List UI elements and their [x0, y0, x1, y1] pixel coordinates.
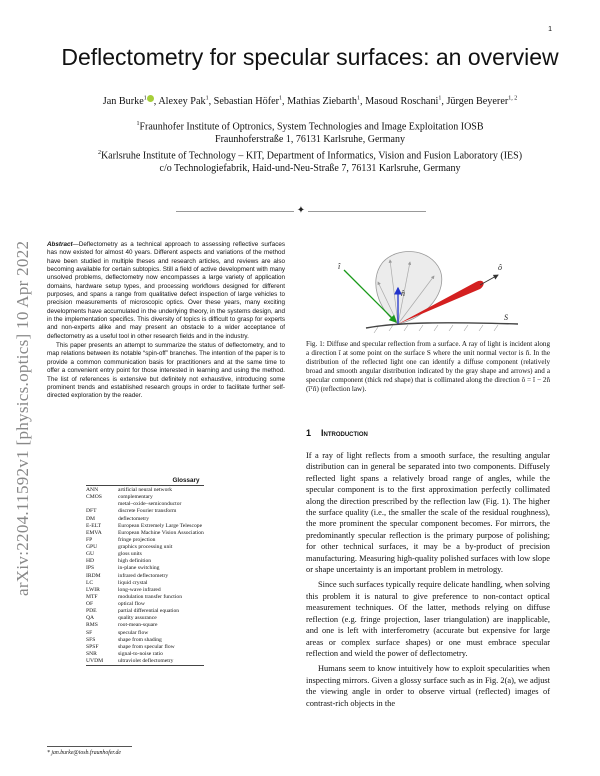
glossary-abbreviation: IPS	[86, 565, 95, 572]
section-heading	[306, 428, 368, 438]
author-name: Alexey Pak	[158, 96, 206, 107]
glossary-definition: shape from shading	[118, 636, 162, 643]
glossary-definition: gloss units	[118, 551, 142, 558]
glossary-definition: deflectometry	[118, 515, 150, 522]
glossary-row	[86, 494, 204, 501]
glossary-abbreviation: EMVA	[86, 529, 102, 536]
author-affiliation-mark: 1	[143, 95, 147, 102]
normal-label: n̂	[401, 289, 405, 298]
glossary-abbreviation: LC	[86, 579, 94, 586]
glossary-abbreviation: SPSF	[86, 643, 99, 650]
author-separator: ,	[282, 96, 288, 107]
glossary-abbreviation: QA	[86, 615, 95, 622]
glossary-abbreviation: SNR	[86, 650, 97, 657]
glossary	[86, 477, 286, 666]
arxiv-identifier: arXiv:2204.11592v1 [physics.optics] 10 Apr 2022	[13, 240, 32, 596]
glossary-definition: quality assurance	[118, 615, 157, 622]
glossary-abbreviation: DFT	[86, 508, 97, 515]
glossary-row	[86, 565, 204, 572]
abstract-paragraph-1: —Deflectometry as a technical approach to assessing reflective surfaces has now existed for almost 40 years. Different aspects and variations of the method have been studied in multiple theses and research articles, and reviews are also becoming available for certain subtopics. Still a field of active development with many unsolved problems, deflectometry now encompasses a large variety of application domains, hardware setup types, and processing workflows designed for different purposes, and spans a range from qualitative defect inspection of large vehicles to precision measurements of microscopic optics. Over these years, many exciting developments have accumulated in the underlying theory, in the systems design, and in the implementation specifics. This diversity of topics is difficult to grasp for experts and non-experts alike and may present an obstacle to a wider acceptance of deflectometry as a useful tool in other research fields and in the industry.	[47, 241, 285, 340]
author-affiliation-mark: 1, 2	[508, 95, 518, 102]
glossary-definition: artificial neural network	[118, 487, 173, 493]
glossary-abbreviation: SF	[86, 629, 93, 636]
glossary-abbreviation: MTF	[86, 593, 98, 600]
glossary-abbreviation: OF	[86, 601, 94, 607]
author-name: Mathias Ziebarth	[287, 96, 357, 107]
author-name: Jan Burke	[102, 96, 144, 107]
glossary-row	[86, 508, 204, 515]
glossary-definition: liquid crystal	[118, 579, 148, 586]
surface-label: S	[504, 313, 508, 322]
author-affiliation-mark: 1	[356, 95, 360, 102]
glossary-row	[86, 594, 204, 601]
glossary-abbreviation: RMS	[86, 622, 98, 629]
glossary-definition: long-wave infrared	[118, 586, 161, 593]
abstract-paragraph-2: This paper presents an attempt to summarize the status of deflectometry, and to map relations between its notable “spin-off” branches. The intention of the paper is to provide a common communication basis for practitioners and at the same time to offer a convenient entry point for those interested in learning and using the method. The list of references is extensive but definitely not exhaustive, introducing some prominent trends and established research groups in order to facilitate further self-directed exploration by the reader.	[47, 342, 285, 400]
affiliation-1-line1: Fraunhofer Institute of Optronics, System Technologies and Image Exploitation IOSB	[139, 121, 484, 133]
body-paragraph-1: If a ray of light reflects from a smooth surface, the resulting angular distribution can in general be separated into two components. Diffusely reflected light spans a relatively broad range of angles, while the specular component is to the first approximation perfectly collimated along the direction prescribed by the reflection law (Fig. 1). The higher the surface quality (i.e., the smaller the scale of the residual roughness), the more prominent the specular component becomes. For mirrors, the predominantly specular reflection is the primary purpose of polishing; for other technical surfaces, it may be a by-product of precision manufacturing. Measuring high-quality polished surfaces with low slope or shape uncertainty is an important problem in metrology.	[306, 451, 550, 575]
glossary-abbreviation: SFS	[86, 636, 96, 643]
glossary-title: Glossary	[172, 477, 200, 484]
glossary-definition: graphics processing unit	[118, 544, 173, 550]
glossary-row	[86, 651, 204, 658]
glossary-abbreviation: HD	[86, 558, 95, 565]
abstract-lead: Abstract	[47, 241, 73, 248]
glossary-abbreviation: UVDM	[86, 658, 118, 666]
glossary-definition: specular flow	[118, 629, 149, 636]
glossary-row	[86, 637, 204, 644]
affiliation-2	[40, 147, 580, 175]
divider-ornament-icon: ✦	[296, 205, 306, 216]
glossary-table	[86, 485, 204, 666]
glossary-row	[86, 537, 204, 544]
divider-line-left	[176, 211, 294, 212]
glossary-definition: ultraviolet deflectometry	[118, 658, 204, 666]
specular-direction-arrow	[480, 275, 498, 285]
glossary-definition: complementary	[118, 494, 153, 501]
glossary-abbreviation: GPU	[86, 544, 98, 550]
glossary-row	[86, 587, 204, 594]
author-email-link[interactable]: jan.burke@iosb.fraunhofer.de	[51, 750, 121, 756]
affiliation-1	[40, 118, 580, 146]
glossary-abbreviation: GU	[86, 551, 95, 558]
glossary-definition: metal–oxide–semiconductor	[118, 501, 182, 508]
affiliation-2-line2: c/o Technologiefabrik, Haid-und-Neu-Straße 7, 76131 Karlsruhe, Germany	[159, 162, 461, 174]
glossary-row	[86, 573, 204, 580]
footnote-mark: *	[47, 750, 50, 756]
glossary-abbreviation: CMOS	[86, 494, 102, 501]
author-affiliation-mark: 1	[279, 95, 283, 102]
figure-caption: Fig. 1: Diffuse and specular reflection from a surface. A ray of light is incident along a direction î at some point on the surface S where the unit normal vector is n̂. In the distribution of the reflected light one can identify a diffuse component (relatively broad and smooth angular distribution indicated by the gray shape and arrows) and a specular component (thick red shape) that is collimated along the direction ô = î − 2n̂ (îᵀn̂) (reflection law).	[306, 340, 550, 393]
glossary-row	[86, 630, 204, 637]
author-name: Masoud Roschani	[365, 96, 439, 107]
glossary-abbreviation: PDE	[86, 608, 97, 615]
footnote	[47, 750, 121, 756]
glossary-abbreviation: DM	[86, 515, 96, 522]
affiliation-1-line2: Fraunhoferstraße 1, 76131 Karlsruhe, Germany	[215, 133, 405, 145]
glossary-abbreviation	[86, 501, 118, 508]
body-text	[306, 450, 550, 709]
glossary-definition: European Extremely Large Telescope	[118, 522, 203, 529]
body-paragraph-3: Humans seem to know intuitively how to exploit specularities when inspecting mirrors. Given a glossy surface such as in Fig. 2(a), we adjust the viewing angle in order to observe virtual (reflected) images of contrast-rich objects in the	[306, 664, 550, 708]
author-separator: ,	[208, 96, 214, 107]
glossary-definition: discrete Fourier transform	[118, 508, 177, 515]
incident-label: î	[338, 262, 341, 271]
glossary-definition: root-mean-square	[118, 622, 158, 629]
glossary-definition: infrared deflectometry	[118, 572, 169, 579]
glossary-definition: in-plane switching	[118, 565, 160, 572]
author-separator: ,	[153, 96, 159, 107]
section-divider	[176, 205, 426, 216]
glossary-row	[86, 608, 204, 615]
glossary-row	[86, 523, 204, 530]
glossary-definition: optical flow	[118, 601, 145, 607]
orcid-icon[interactable]	[147, 95, 154, 102]
glossary-row	[86, 487, 204, 494]
glossary-abbreviation: E-ELT	[86, 522, 102, 529]
author-separator: ,	[359, 96, 366, 107]
author-name: Jürgen Beyerer	[446, 96, 509, 107]
affiliation-2-mark: 2	[97, 150, 101, 156]
abstract	[47, 241, 285, 401]
divider-line-right	[308, 211, 426, 212]
author-name: Sebastian Höfer	[213, 96, 280, 107]
affiliation-1-mark: 1	[136, 121, 140, 127]
glossary-definition: shape from specular flow	[118, 643, 175, 650]
body-paragraph-2: Since such surfaces typically require delicate handling, when solving this problem it is natural to give preference to non-contact optical measurement techniques. Of the latter, methods relying on diffuse reflection (e.g. fringe projection, laser triangulation) are inapplicable, and one is left with interferometry (accurate but expensive for large areas or complex surface shapes) or one must embrace specular reflection and wield the power of deflectometry.	[306, 580, 550, 658]
glossary-row	[86, 580, 204, 587]
glossary-row	[86, 615, 204, 622]
glossary-row	[86, 530, 204, 537]
glossary-row	[86, 558, 204, 565]
glossary-abbreviation: FP	[86, 536, 93, 543]
page-number: 1	[548, 26, 552, 33]
section-number: 1	[306, 428, 312, 438]
surface-hatching	[374, 325, 498, 333]
author-affiliation-mark: 1	[438, 95, 442, 102]
glossary-abbreviation: IRDM	[86, 572, 101, 579]
glossary-abbreviation: ANN	[86, 487, 99, 493]
diffuse-lobe	[376, 252, 442, 324]
footnote-rule	[47, 746, 132, 747]
glossary-definition: European Machine Vision Association	[118, 529, 204, 536]
glossary-row	[86, 644, 204, 651]
glossary-row	[86, 622, 204, 629]
glossary-definition: signal-to-noise ratio	[118, 650, 163, 657]
reflection-figure	[338, 240, 546, 340]
glossary-row	[86, 658, 204, 666]
glossary-definition: fringe projection	[118, 536, 156, 543]
surface-curve	[366, 323, 518, 328]
author-affiliation-mark: 1	[205, 95, 209, 102]
glossary-abbreviation: LWIR	[86, 586, 100, 593]
paper-title: Deflectometry for specular surfaces: an overview	[61, 44, 559, 70]
author-separator: ,	[441, 96, 447, 107]
glossary-definition: modulation transfer function	[118, 593, 183, 600]
glossary-definition: partial differential equation	[118, 608, 180, 615]
author-list	[40, 95, 580, 107]
glossary-definition: high definition	[118, 558, 152, 565]
glossary-row	[86, 516, 204, 523]
affiliation-2-line1: Karlsruhe Institute of Technology – KIT, Department of Informatics, Vision and Fusion Laboratory (IES)	[100, 150, 523, 162]
section-title: Introduction	[321, 428, 368, 438]
glossary-row	[86, 544, 204, 551]
outgoing-label: ô	[498, 263, 502, 272]
